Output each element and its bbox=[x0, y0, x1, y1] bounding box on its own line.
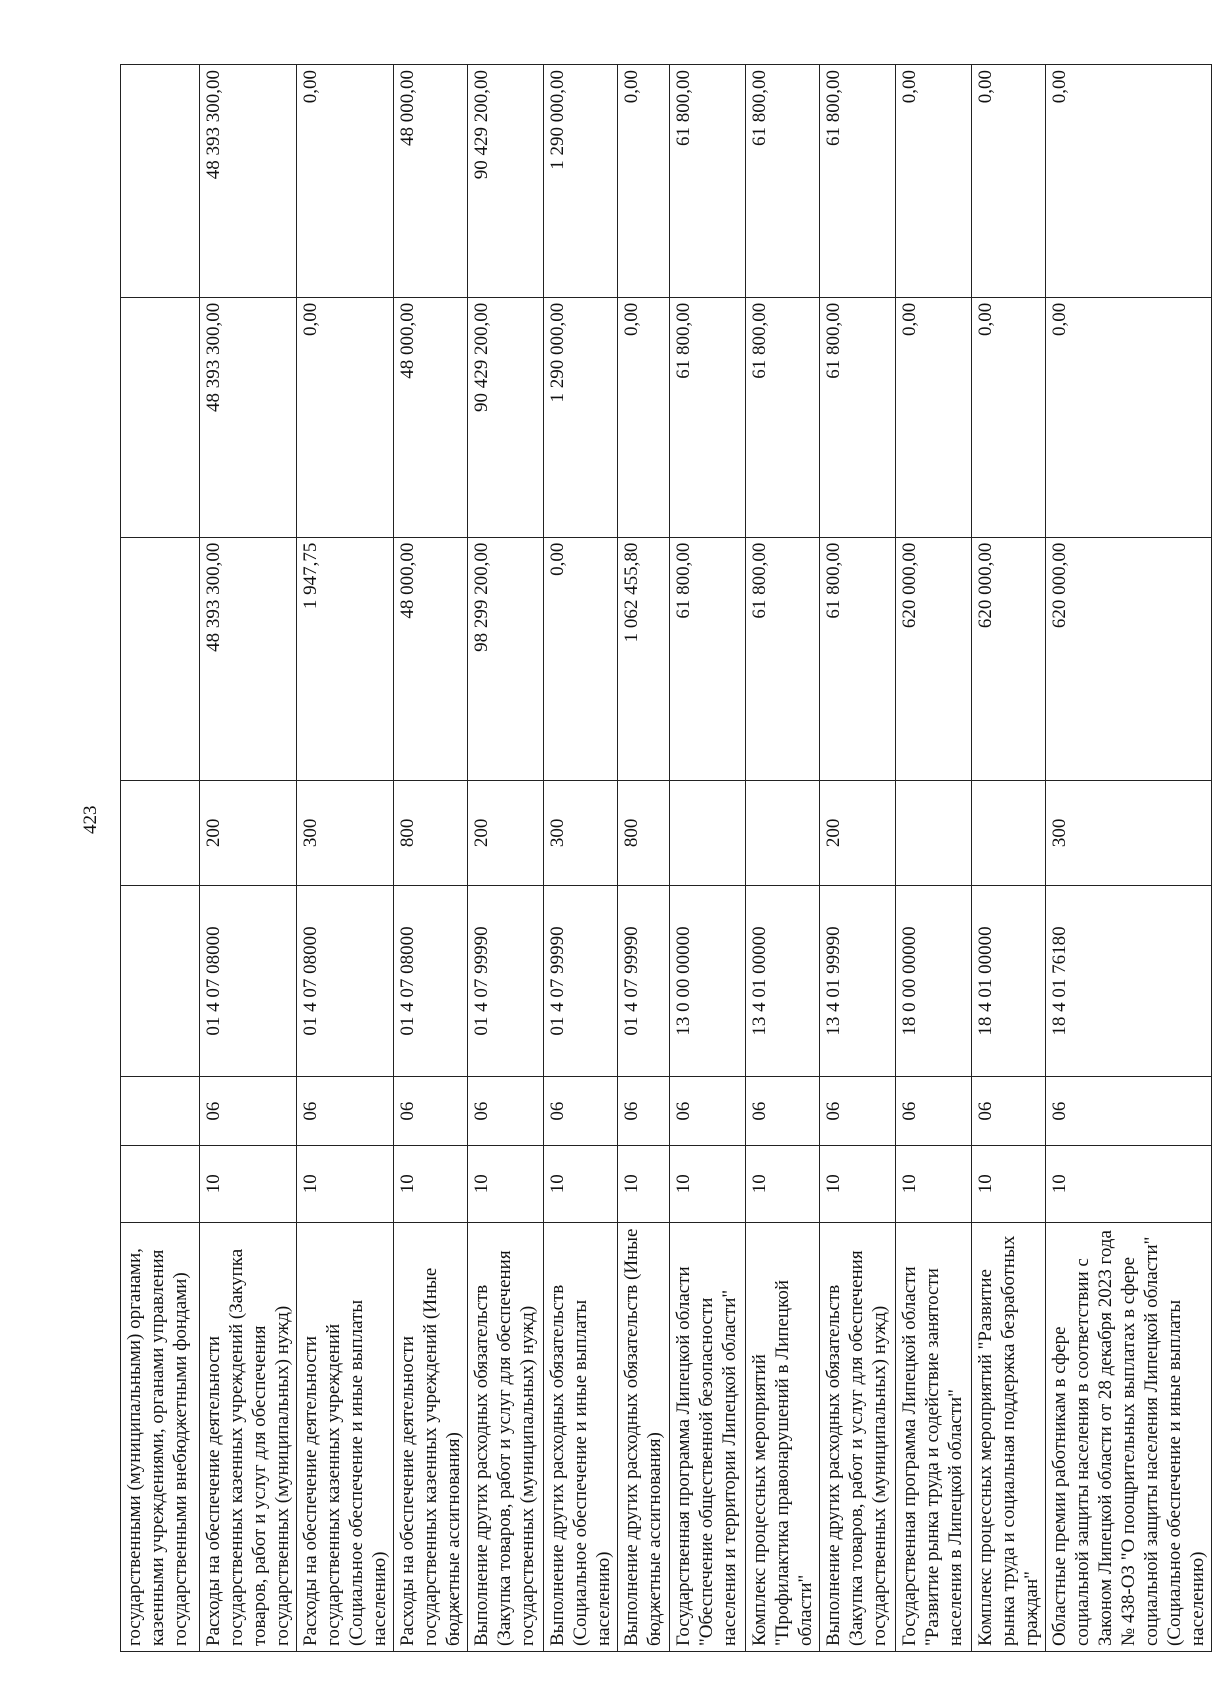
cell-amount-3: 61 800,00 bbox=[670, 65, 746, 298]
table-row bbox=[468, 65, 544, 1652]
table-row bbox=[670, 65, 746, 1652]
cell-expense-type: 300 bbox=[544, 781, 618, 885]
cell-expense-type: 300 bbox=[297, 781, 394, 885]
cell-target: 18 4 01 00000 bbox=[972, 885, 1046, 1077]
cell-subsection: 06 bbox=[972, 1077, 1046, 1145]
cell-section: 10 bbox=[297, 1145, 394, 1222]
budget-table-rotated bbox=[120, 64, 1212, 1652]
cell-subsection: 06 bbox=[468, 1077, 544, 1145]
cell-expense-type: 200 bbox=[468, 781, 544, 885]
cell-target: 18 0 00 00000 bbox=[896, 885, 972, 1077]
cell-amount-2: 61 800,00 bbox=[746, 297, 820, 537]
cell-expense-type: 800 bbox=[394, 781, 468, 885]
cell-target: 01 4 07 08000 bbox=[297, 885, 394, 1077]
cell-amount-2: 0,00 bbox=[972, 297, 1046, 537]
budget-table bbox=[120, 64, 1212, 1652]
cell-amount-2: 61 800,00 bbox=[670, 297, 746, 537]
cell-name: Выполнение других расходных обязательств (Закупка товаров, работ и услуг для обеспечения государственных (муниципальных) нужд) bbox=[468, 1222, 544, 1651]
cell-section: 10 bbox=[972, 1145, 1046, 1222]
cell-amount-1: 1 062 455,80 bbox=[618, 537, 670, 781]
cell-amount-1: 61 800,00 bbox=[820, 537, 896, 781]
table-row bbox=[200, 65, 297, 1652]
cell-section: 10 bbox=[820, 1145, 896, 1222]
cell-amount-1: 48 000,00 bbox=[394, 537, 468, 781]
cell-amount-1: 0,00 bbox=[544, 537, 618, 781]
cell-subsection: 06 bbox=[746, 1077, 820, 1145]
table-row bbox=[972, 65, 1046, 1652]
cell-amount-3: 90 429 200,00 bbox=[468, 65, 544, 298]
cell-section: 10 bbox=[896, 1145, 972, 1222]
cell-target: 01 4 07 08000 bbox=[394, 885, 468, 1077]
cell-section bbox=[121, 1145, 200, 1222]
cell-subsection: 06 bbox=[200, 1077, 297, 1145]
cell-section: 10 bbox=[200, 1145, 297, 1222]
cell-name: Государственная программа Липецкой области "Обеспечение общественной безопасности населения и территории Липецкой области" bbox=[670, 1222, 746, 1651]
cell-subsection: 06 bbox=[297, 1077, 394, 1145]
cell-amount-1: 98 299 200,00 bbox=[468, 537, 544, 781]
table-row bbox=[544, 65, 618, 1652]
cell-amount-3: 48 000,00 bbox=[394, 65, 468, 298]
cell-expense-type bbox=[121, 781, 200, 885]
cell-target: 01 4 07 99990 bbox=[618, 885, 670, 1077]
cell-amount-3: 0,00 bbox=[1046, 65, 1212, 298]
cell-target: 01 4 07 08000 bbox=[200, 885, 297, 1077]
page-number: 423 bbox=[80, 805, 101, 834]
cell-amount-2: 61 800,00 bbox=[820, 297, 896, 537]
cell-subsection bbox=[121, 1077, 200, 1145]
cell-amount-3: 61 800,00 bbox=[820, 65, 896, 298]
cell-amount-2: 48 393 300,00 bbox=[200, 297, 297, 537]
cell-amount-1: 48 393 300,00 bbox=[200, 537, 297, 781]
cell-subsection: 06 bbox=[670, 1077, 746, 1145]
cell-expense-type bbox=[896, 781, 972, 885]
cell-amount-3: 48 393 300,00 bbox=[200, 65, 297, 298]
cell-amount-3: 1 290 000,00 bbox=[544, 65, 618, 298]
cell-name: Выполнение других расходных обязательств (Социальное обеспечение и иные выплаты населению) bbox=[544, 1222, 618, 1651]
table-row bbox=[896, 65, 972, 1652]
table-row bbox=[297, 65, 394, 1652]
cell-section: 10 bbox=[1046, 1145, 1212, 1222]
cell-amount-3: 0,00 bbox=[896, 65, 972, 298]
cell-amount-3: 0,00 bbox=[297, 65, 394, 298]
cell-subsection: 06 bbox=[820, 1077, 896, 1145]
cell-expense-type: 800 bbox=[618, 781, 670, 885]
cell-expense-type: 200 bbox=[200, 781, 297, 885]
table-row bbox=[394, 65, 468, 1652]
cell-amount-3: 0,00 bbox=[972, 65, 1046, 298]
cell-section: 10 bbox=[544, 1145, 618, 1222]
cell-name: Областные премии работникам в сфере социальной защиты населения в соответствии с Законом Липецкой области от 28 декабря 2023 года № 438-ОЗ "О поощрительных выплатах в сфере социальной защиты населения Липецкой области" (Социальное обеспечение и иные выплаты населению) bbox=[1046, 1222, 1212, 1651]
table-row bbox=[746, 65, 820, 1652]
cell-name: Расходы на обеспечение деятельности государственных казенных учреждений (Иные бюджетные ассигнования) bbox=[394, 1222, 468, 1651]
cell-amount-2: 0,00 bbox=[297, 297, 394, 537]
cell-subsection: 06 bbox=[394, 1077, 468, 1145]
cell-subsection: 06 bbox=[896, 1077, 972, 1145]
cell-section: 10 bbox=[468, 1145, 544, 1222]
cell-amount-1: 1 947,75 bbox=[297, 537, 394, 781]
cell-section: 10 bbox=[746, 1145, 820, 1222]
cell-name: Расходы на обеспечение деятельности государственных казенных учреждений (Закупка товаров, работ и услуг для обеспечения государственных (муниципальных) нужд) bbox=[200, 1222, 297, 1651]
table-row bbox=[1046, 65, 1212, 1652]
cell-amount-1: 61 800,00 bbox=[670, 537, 746, 781]
table-row bbox=[820, 65, 896, 1652]
cell-amount-2: 0,00 bbox=[1046, 297, 1212, 537]
cell-amount-2: 48 000,00 bbox=[394, 297, 468, 537]
cell-expense-type bbox=[746, 781, 820, 885]
cell-amount-2: 0,00 bbox=[896, 297, 972, 537]
cell-amount-2: 90 429 200,00 bbox=[468, 297, 544, 537]
cell-subsection: 06 bbox=[544, 1077, 618, 1145]
cell-subsection: 06 bbox=[1046, 1077, 1212, 1145]
cell-name: Расходы на обеспечение деятельности государственных казенных учреждений (Социальное обеспечение и иные выплаты населению) bbox=[297, 1222, 394, 1651]
cell-target: 01 4 07 99990 bbox=[544, 885, 618, 1077]
cell-expense-type bbox=[972, 781, 1046, 885]
table-row bbox=[618, 65, 670, 1652]
cell-name: Выполнение других расходных обязательств (Закупка товаров, работ и услуг для обеспечения государственных (муниципальных) нужд) bbox=[820, 1222, 896, 1651]
cell-expense-type bbox=[670, 781, 746, 885]
cell-amount-1: 620 000,00 bbox=[972, 537, 1046, 781]
cell-amount-2: 1 290 000,00 bbox=[544, 297, 618, 537]
cell-amount-2: 0,00 bbox=[618, 297, 670, 537]
cell-amount-1: 61 800,00 bbox=[746, 537, 820, 781]
cell-amount-3 bbox=[121, 65, 200, 298]
cell-amount-1: 620 000,00 bbox=[1046, 537, 1212, 781]
cell-section: 10 bbox=[394, 1145, 468, 1222]
cell-subsection: 06 bbox=[618, 1077, 670, 1145]
cell-section: 10 bbox=[670, 1145, 746, 1222]
cell-amount-1 bbox=[121, 537, 200, 781]
cell-target: 13 0 00 00000 bbox=[670, 885, 746, 1077]
cell-target: 13 4 01 00000 bbox=[746, 885, 820, 1077]
table-row bbox=[121, 65, 200, 1652]
cell-amount-1: 620 000,00 bbox=[896, 537, 972, 781]
cell-target: 18 4 01 76180 bbox=[1046, 885, 1212, 1077]
cell-amount-3: 61 800,00 bbox=[746, 65, 820, 298]
cell-target bbox=[121, 885, 200, 1077]
cell-name: государственными (муниципальными) органами, казенными учреждениями, органами управления государственными внебюджетными фондами) bbox=[121, 1222, 200, 1651]
cell-expense-type: 300 bbox=[1046, 781, 1212, 885]
cell-target: 01 4 07 99990 bbox=[468, 885, 544, 1077]
cell-expense-type: 200 bbox=[820, 781, 896, 885]
cell-name: Комплекс процессных мероприятий "Развитие рынка труда и социальная поддержка безработных граждан" bbox=[972, 1222, 1046, 1651]
cell-name: Комплекс процессных мероприятий "Профилактика правонарушений в Липецкой области" bbox=[746, 1222, 820, 1651]
cell-amount-3: 0,00 bbox=[618, 65, 670, 298]
cell-name: Государственная программа Липецкой области "Развитие рынка труда и содействие занятости населения в Липецкой области" bbox=[896, 1222, 972, 1651]
cell-target: 13 4 01 99990 bbox=[820, 885, 896, 1077]
cell-section: 10 bbox=[618, 1145, 670, 1222]
cell-amount-2 bbox=[121, 297, 200, 537]
cell-name: Выполнение других расходных обязательств (Иные бюджетные ассигнования) bbox=[618, 1222, 670, 1651]
